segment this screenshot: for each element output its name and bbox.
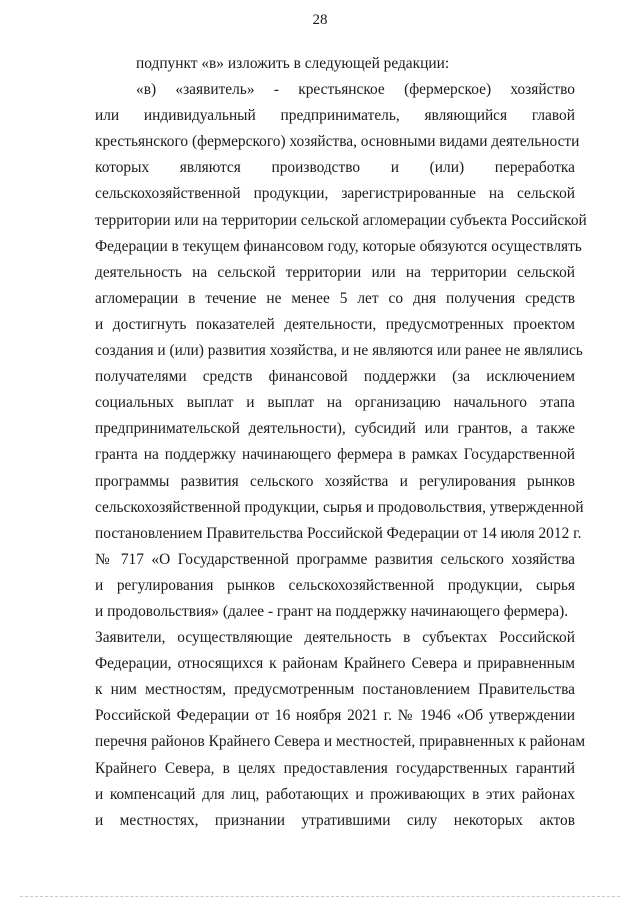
- paragraph-line: программы развития сельского хозяйства и регулирования рынков: [95, 472, 575, 490]
- paragraph-line: Заявители, осуществляющие деятельность в субъектах Российской: [95, 629, 575, 647]
- paragraph-line: деятельность на сельской территории или на территории сельской: [95, 263, 575, 281]
- paragraph-line: и компенсаций для лиц, работающих и проживающих в этих районах: [95, 785, 575, 803]
- paragraph-line: которых являются производство и (или) переработка: [95, 159, 575, 177]
- paragraph-line: к ним местностям, предусмотренным постановлением Правительства: [95, 681, 575, 699]
- page-number: 28: [312, 12, 328, 28]
- paragraph-line: «в) «заявитель» - крестьянское (фермерское) хозяйство: [136, 81, 575, 99]
- paragraph-line: сельскохозяйственной продукции, сырья и продовольствия, утвержденной: [95, 498, 584, 516]
- paragraph-line: Федерации в текущем финансовом году, которые обязуются осуществлять: [95, 237, 582, 255]
- paragraph-line: получателями средств финансовой поддержки (за исключением: [95, 368, 575, 386]
- paragraph-line: или индивидуальный предприниматель, являющийся главой: [95, 107, 575, 125]
- paragraph-line: предпринимательской деятельности), субсидий или грантов, а также: [95, 420, 575, 438]
- paragraph-line: и продовольствия» (далее - грант на поддержку начинающего фермера).: [95, 602, 569, 620]
- page-bottom-divider: [20, 896, 620, 897]
- paragraph-line: Российской Федерации от 16 ноября 2021 г. № 1946 «Об утверждении: [95, 707, 575, 725]
- paragraph-line: Крайнего Севера, в целях предоставления государственных гарантий: [95, 759, 575, 777]
- document-body: [95, 51, 587, 834]
- paragraph-line: перечня районов Крайнего Севера и местностей, приравненных к районам: [95, 733, 586, 751]
- paragraph-line: постановлением Правительства Российской Федерации от 14 июля 2012 г.: [95, 524, 582, 542]
- paragraph-line: № 717 «О Государственной программе развития сельского хозяйства: [95, 550, 575, 568]
- paragraph-line: подпункт «в» изложить в следующей редакции:: [136, 55, 450, 72]
- paragraph-line: и достигнуть показателей деятельности, предусмотренных проектом: [95, 315, 575, 333]
- paragraph-line: агломерации в течение не менее 5 лет со дня получения средств: [95, 289, 575, 307]
- paragraph-line: создания и (или) развития хозяйства, и не являются или ранее не являлись: [95, 342, 583, 360]
- paragraph-line: территории или на территории сельской агломерации субъекта Российской: [95, 211, 587, 229]
- paragraph-line: и регулирования рынков сельскохозяйственной продукции, сырья: [95, 576, 575, 594]
- paragraph-line: сельскохозяйственной продукции, зарегистрированные на сельской: [95, 185, 575, 203]
- paragraph-line: социальных выплат и выплат на организацию начального этапа: [95, 394, 575, 412]
- paragraph-line: гранта на поддержку начинающего фермера в рамках Государственной: [95, 446, 575, 464]
- paragraph-line: и местностях, признании утратившими силу некоторых актов: [95, 811, 575, 829]
- paragraph-line: Федерации, относящихся к районам Крайнего Севера и приравненным: [95, 655, 575, 673]
- paragraph-line: крестьянского (фермерского) хозяйства, основными видами деятельности: [95, 133, 580, 151]
